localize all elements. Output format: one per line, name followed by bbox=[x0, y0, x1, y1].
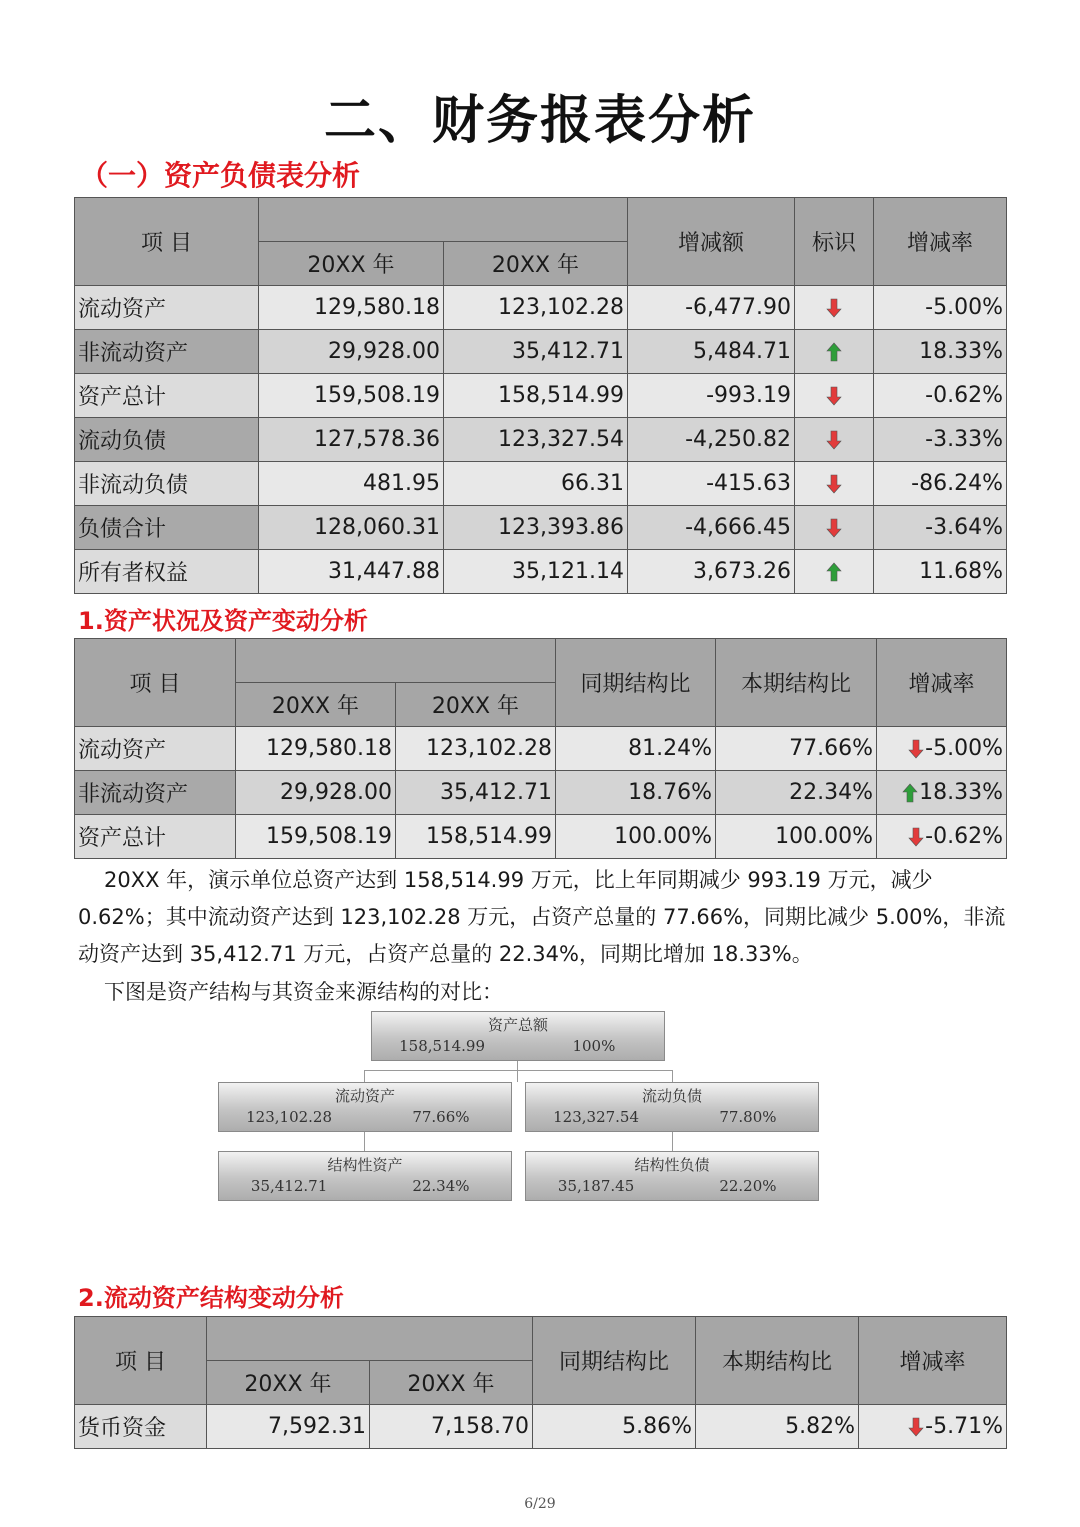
cell-prev: 5.86% bbox=[533, 1405, 696, 1449]
cell-v2: 158,514.99 bbox=[444, 374, 628, 418]
row-label: 货币资金 bbox=[75, 1405, 207, 1449]
balance-sheet-table bbox=[74, 197, 1007, 594]
cell-change: -415.63 bbox=[628, 462, 795, 506]
table-row bbox=[75, 286, 1007, 330]
row-label: 负债合计 bbox=[75, 506, 259, 550]
header-year-1: 20XX 年 bbox=[259, 242, 444, 286]
cell-rate: 18.33% bbox=[874, 330, 1007, 374]
cell-flag bbox=[795, 330, 874, 374]
cell-v2: 123,327.54 bbox=[444, 418, 628, 462]
rate-value: 18.33% bbox=[919, 780, 1003, 805]
diagram-node-structural-assets: 结构性资产 35,412.71 22.34% bbox=[218, 1151, 512, 1201]
cell-v1: 31,447.88 bbox=[259, 550, 444, 594]
cell-change: -4,250.82 bbox=[628, 418, 795, 462]
row-label: 所有者权益 bbox=[75, 550, 259, 594]
rate-value: -5.00% bbox=[925, 736, 1003, 761]
cell-change: -993.19 bbox=[628, 374, 795, 418]
header-item: 项 目 bbox=[75, 198, 259, 286]
header-curr-struct: 本期结构比 bbox=[696, 1317, 859, 1405]
header-curr-struct: 本期结构比 bbox=[716, 639, 877, 727]
header-item: 项 目 bbox=[75, 639, 236, 727]
cell-change: -4,666.45 bbox=[628, 506, 795, 550]
header-prev-struct: 同期结构比 bbox=[533, 1317, 696, 1405]
section-title-asset-status: 1.资产状况及资产变动分析 bbox=[78, 607, 368, 635]
header-rate: 增减率 bbox=[874, 198, 1007, 286]
table-row bbox=[75, 374, 1007, 418]
diagram-node-current-liabilities: 流动负债 123,327.54 77.80% bbox=[525, 1082, 819, 1132]
cell-change: 5,484.71 bbox=[628, 330, 795, 374]
arrow-down-icon bbox=[908, 739, 924, 759]
arrow-up-icon bbox=[902, 783, 918, 803]
table-row bbox=[75, 1405, 1007, 1449]
table-row bbox=[75, 771, 1007, 815]
header-change: 增减额 bbox=[628, 198, 795, 286]
diagram-node-total-assets: 资产总额 158,514.99 100% bbox=[371, 1011, 665, 1061]
cell-rate bbox=[877, 815, 1007, 859]
cell-v2: 123,102.28 bbox=[396, 727, 556, 771]
rate-value: -5.71% bbox=[925, 1414, 1003, 1439]
cell-flag bbox=[795, 286, 874, 330]
cell-v2: 35,412.71 bbox=[444, 330, 628, 374]
current-assets-table bbox=[74, 1316, 1007, 1449]
cell-rate: 11.68% bbox=[874, 550, 1007, 594]
cell-v1: 129,580.18 bbox=[236, 727, 396, 771]
cell-rate: -0.62% bbox=[874, 374, 1007, 418]
cell-curr: 100.00% bbox=[716, 815, 877, 859]
asset-status-table bbox=[74, 638, 1007, 859]
row-label: 资产总计 bbox=[75, 374, 259, 418]
analysis-paragraph bbox=[78, 862, 1008, 973]
row-label: 资产总计 bbox=[75, 815, 236, 859]
cell-flag bbox=[795, 418, 874, 462]
cell-v1: 29,928.00 bbox=[236, 771, 396, 815]
row-label: 非流动资产 bbox=[75, 330, 259, 374]
arrow-down-icon bbox=[826, 518, 842, 538]
cell-v2: 66.31 bbox=[444, 462, 628, 506]
header-item: 项 目 bbox=[75, 1317, 207, 1405]
row-label: 流动资产 bbox=[75, 727, 236, 771]
table-row bbox=[75, 550, 1007, 594]
cell-v1: 7,592.31 bbox=[207, 1405, 370, 1449]
page-number: 6/29 bbox=[524, 1496, 556, 1512]
arrow-down-icon bbox=[826, 430, 842, 450]
row-label: 非流动资产 bbox=[75, 771, 236, 815]
cell-rate bbox=[859, 1405, 1007, 1449]
cell-rate: -3.64% bbox=[874, 506, 1007, 550]
header-year-2: 20XX 年 bbox=[396, 683, 556, 727]
header-prev-struct: 同期结构比 bbox=[556, 639, 716, 727]
header-year-2: 20XX 年 bbox=[370, 1361, 533, 1405]
arrow-down-icon bbox=[826, 298, 842, 318]
cell-flag bbox=[795, 550, 874, 594]
arrow-down-icon bbox=[826, 474, 842, 494]
cell-rate: -3.33% bbox=[874, 418, 1007, 462]
cell-v1: 159,508.19 bbox=[236, 815, 396, 859]
cell-rate bbox=[877, 771, 1007, 815]
table-row bbox=[75, 506, 1007, 550]
cell-v1: 128,060.31 bbox=[259, 506, 444, 550]
header-rate: 增减率 bbox=[877, 639, 1007, 727]
cell-prev: 100.00% bbox=[556, 815, 716, 859]
cell-v2: 35,412.71 bbox=[396, 771, 556, 815]
cell-rate: -5.00% bbox=[874, 286, 1007, 330]
table-row bbox=[75, 727, 1007, 771]
header-rate: 增减率 bbox=[859, 1317, 1007, 1405]
cell-curr: 77.66% bbox=[716, 727, 877, 771]
cell-flag bbox=[795, 374, 874, 418]
paragraph-text: 20XX 年，演示单位总资产达到 158,514.99 万元，比上年同期减少 993.19 万元，减少 0.62%；其中流动资产达到 123,102.28 万元，占资产总量的 77.66%，同期比减少 5.00%，非流动资产达到 35,412.71 万元，占资产总量的 22.34%，同期比增加 18.33%。 bbox=[78, 868, 1006, 966]
table-row bbox=[75, 418, 1007, 462]
section-title-current-assets: 2.流动资产结构变动分析 bbox=[78, 1284, 344, 1312]
rate-value: -0.62% bbox=[925, 824, 1003, 849]
table-row bbox=[75, 462, 1007, 506]
cell-curr: 5.82% bbox=[696, 1405, 859, 1449]
cell-v1: 127,578.36 bbox=[259, 418, 444, 462]
row-label: 流动负债 bbox=[75, 418, 259, 462]
cell-v2: 123,102.28 bbox=[444, 286, 628, 330]
header-flag: 标识 bbox=[795, 198, 874, 286]
cell-v1: 129,580.18 bbox=[259, 286, 444, 330]
header-year-1: 20XX 年 bbox=[236, 683, 396, 727]
page-title: 二、财务报表分析 bbox=[323, 91, 756, 151]
cell-rate bbox=[877, 727, 1007, 771]
cell-change: -6,477.90 bbox=[628, 286, 795, 330]
cell-curr: 22.34% bbox=[716, 771, 877, 815]
cell-v1: 481.95 bbox=[259, 462, 444, 506]
header-year-2: 20XX 年 bbox=[444, 242, 628, 286]
cell-flag bbox=[795, 506, 874, 550]
cell-prev: 18.76% bbox=[556, 771, 716, 815]
diagram-node-current-assets: 流动资产 123,102.28 77.66% bbox=[218, 1082, 512, 1132]
table-row bbox=[75, 330, 1007, 374]
diagram-intro bbox=[78, 974, 1008, 1011]
arrow-down-icon bbox=[908, 1417, 924, 1437]
cell-rate: -86.24% bbox=[874, 462, 1007, 506]
cell-prev: 81.24% bbox=[556, 727, 716, 771]
arrow-up-icon bbox=[826, 562, 842, 582]
header-years-group bbox=[259, 198, 628, 242]
cell-v2: 123,393.86 bbox=[444, 506, 628, 550]
header-years-group bbox=[236, 639, 556, 683]
arrow-down-icon bbox=[826, 386, 842, 406]
cell-v1: 159,508.19 bbox=[259, 374, 444, 418]
row-label: 非流动负债 bbox=[75, 462, 259, 506]
cell-change: 3,673.26 bbox=[628, 550, 795, 594]
header-year-1: 20XX 年 bbox=[207, 1361, 370, 1405]
section-title-balance-sheet: （一）资产负债表分析 bbox=[80, 159, 361, 192]
diagram-node-structural-liabilities: 结构性负债 35,187.45 22.20% bbox=[525, 1151, 819, 1201]
cell-v2: 158,514.99 bbox=[396, 815, 556, 859]
arrow-down-icon bbox=[908, 827, 924, 847]
cell-v2: 7,158.70 bbox=[370, 1405, 533, 1449]
paragraph-text: 下图是资产结构与其资金来源结构的对比： bbox=[104, 980, 503, 1004]
cell-v1: 29,928.00 bbox=[259, 330, 444, 374]
arrow-up-icon bbox=[826, 342, 842, 362]
cell-v2: 35,121.14 bbox=[444, 550, 628, 594]
table-row bbox=[75, 815, 1007, 859]
row-label: 流动资产 bbox=[75, 286, 259, 330]
cell-flag bbox=[795, 462, 874, 506]
header-years-group bbox=[207, 1317, 533, 1361]
